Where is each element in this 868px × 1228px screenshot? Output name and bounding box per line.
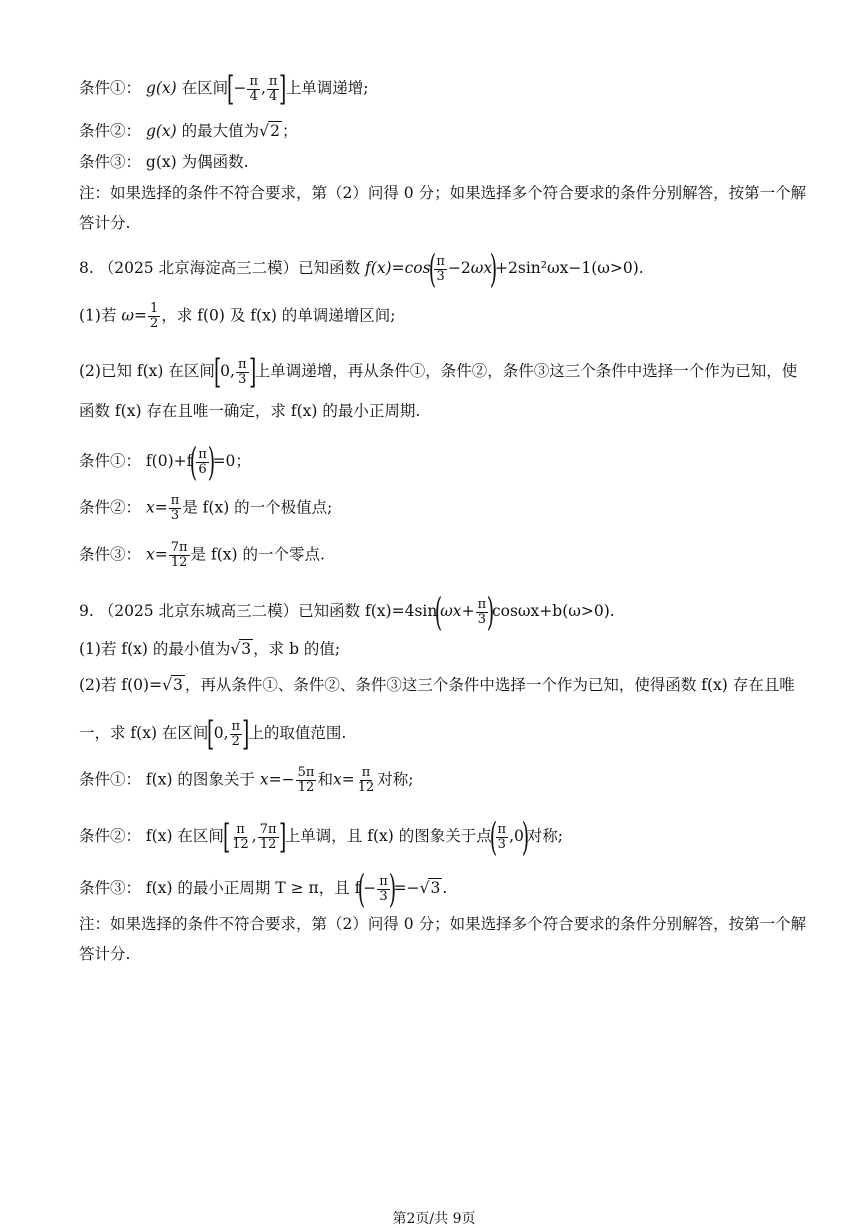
text: ，求 f(0) 及 f(x) 的单调递增区间; [161, 306, 396, 325]
paren: ) [388, 867, 396, 911]
paren: ( [435, 590, 443, 634]
fraction: $\frac{\pi}{4}$ [268, 73, 278, 104]
question-8-part-2: (2)已知 f(x) 在区间[0, $\frac{\pi}{3}$ ]上单调递增，再从条件①，条件②，条件③这三个条件中选择一个作为已知，使 [79, 352, 798, 392]
text: 条件③： [79, 545, 142, 564]
fraction: $\frac{7\pi}{12}$ [259, 821, 277, 852]
math-expr: f(x)=cos [365, 259, 431, 277]
text: 条件①： f(0)+f [79, 452, 193, 470]
text: 条件①： f(x) 的图象关于 [79, 770, 255, 789]
text: (2)若 f(0)= [79, 676, 163, 694]
paren: ( [190, 440, 198, 484]
fraction: $\frac{\pi}{6}$ [198, 446, 207, 477]
text: 对称; [377, 770, 414, 789]
bracket: ] [279, 69, 287, 109]
paren: ) [207, 440, 215, 484]
bracket: [ [227, 69, 235, 109]
bracket: [ [222, 817, 231, 857]
fraction: $\frac{\pi}{12}$ [232, 821, 249, 852]
question-9-head: 9. （2025 北京东城高三二模）已知函数 f(x)=4sin(ωx+ $\frac{\pi}{3}$ )cosωx+b(ω>0). [79, 590, 615, 634]
question-9-condition-1: 条件①： f(x) 的图象关于 x=− $\frac{5\pi}{12}$ 和x= $\frac{\pi}{12}$ 对称; [79, 765, 414, 795]
fraction: $\frac{\pi}{3}$ [477, 596, 487, 627]
question-8-part-2-cont: 函数 f(x) 存在且唯一确定，求 f(x) 的最小正周期. [79, 402, 421, 420]
label: 条件①： [79, 79, 142, 97]
text: 对称; [526, 827, 563, 845]
question-9-part-2-cont: 一，求 f(x) 在区间[0, $\frac{\pi}{2}$ ]上的取值范围. [79, 714, 347, 754]
bracket: ] [278, 817, 286, 857]
condition-3-g: 条件③： g(x) 为偶函数. [79, 153, 249, 171]
text: 上单调递增; [285, 79, 369, 97]
question-9-condition-3: 条件③： f(x) 的最小正周期 T ≥ π，且 f(− $\frac{\pi}{3}$ )=−√3 . [79, 867, 448, 911]
text: 的最大值为 [181, 122, 260, 140]
paren: ( [358, 867, 366, 911]
question-8-condition-2: 条件②： x= $\frac{\pi}{3}$ 是 f(x) 的一个极值点; [79, 493, 333, 523]
question-9-part-1: (1)若 f(x) 的最小值为√3 ，求 b 的值; [79, 640, 341, 658]
bracket: [ [207, 714, 215, 754]
question-8-condition-3: 条件③： x= $\frac{7\pi}{12}$ 是 f(x) 的一个零点. [79, 540, 325, 570]
text: =− [393, 879, 420, 897]
question-9-part-2: (2)若 f(0)=√3 ，再从条件①、条件②、条件③这三个条件中选择一个作为已知，使得函数 f(x) 存在且唯 [79, 676, 795, 694]
fraction: $\frac{\pi}{4}$ [249, 73, 258, 104]
bracket: ] [248, 352, 256, 392]
text: 上的取值范围. [248, 724, 347, 742]
paren: ( [489, 815, 497, 859]
text: 条件③： f(x) 的最小正周期 T ≥ π，且 f [79, 879, 361, 897]
paren: ) [489, 247, 498, 291]
fraction: $\frac{\pi}{3}$ [379, 873, 388, 904]
fraction: $\frac{7\pi}{12}$ [170, 540, 188, 570]
paren: ( [428, 247, 436, 291]
condition-1-g: 条件①： g(x) 在区间[− $\frac{\pi}{4}$ , $\frac{\pi}{4}$ ]上单调递增; [79, 69, 369, 109]
fraction: $\frac{\pi}{12}$ [357, 765, 375, 795]
text: 上单调递增，再从条件①，条件②，条件③这三个条件中选择一个作为已知，使 [254, 362, 798, 380]
text: (2)已知 f(x) 在区间 [79, 362, 215, 380]
text: 是 f(x) 的一个零点. [190, 545, 325, 564]
text: (1)若 f(x) 的最小值为 [79, 640, 231, 658]
math-expr: ω [121, 306, 135, 325]
sqrt-value: 3 [172, 676, 183, 694]
text: ，求 b 的值; [253, 640, 341, 658]
text: 一，求 f(x) 在区间 [79, 724, 209, 742]
text: 9. （2025 北京东城高三二模）已知函数 f(x)=4sin [79, 602, 438, 620]
fraction: $\frac{1}{2}$ [150, 301, 159, 331]
text: 条件②： [79, 498, 142, 517]
fraction: $\frac{\pi}{3}$ [237, 356, 247, 387]
text: 在区间 [181, 79, 229, 97]
text: ，再从条件①、条件②、条件③这三个条件中选择一个作为已知，使得函数 f(x) 存在且唯 [184, 676, 795, 694]
note-1-line-b: 答计分. [79, 214, 131, 232]
math-expr: g(x) [145, 79, 177, 97]
text: +2sin²ωx−1(ω>0). [495, 259, 644, 277]
math-expr: x [145, 545, 155, 564]
paren: ) [486, 590, 495, 634]
fraction: $\frac{\pi}{2}$ [231, 718, 241, 749]
label: 条件②： [79, 122, 142, 140]
text: =0； [212, 452, 251, 470]
text: 8. （2025 北京海淀高三二模）已知函数 [79, 259, 361, 277]
text: 和 [317, 770, 333, 789]
page-footer: 第2页/共 9页 [392, 1211, 476, 1227]
question-8-part-1: (1)若 ω= $\frac{1}{2}$ ，求 f(0) 及 f(x) 的单调递增区间; [79, 301, 396, 331]
note-2-line-b: 答计分. [79, 945, 131, 963]
condition-2-g: 条件②： g(x) 的最大值为√2 ； [79, 122, 298, 140]
text: cosωx+b(ω>0). [491, 602, 615, 620]
paren: ) [521, 815, 530, 859]
bracket: [ [213, 352, 222, 392]
text: ； [281, 122, 298, 140]
note-1-line-a: 注：如果选择的条件不符合要求，第（2）问得 0 分；如果选择多个符合要求的条件分别解答，按第一个解 [79, 184, 807, 202]
note-2-line-a: 注：如果选择的条件不符合要求，第（2）问得 0 分；如果选择多个符合要求的条件分别解答，按第一个解 [79, 915, 807, 933]
fraction: $\frac{\pi}{3}$ [436, 253, 445, 284]
bracket: ] [242, 714, 250, 754]
text: 上单调，且 f(x) 的图象关于点 [284, 827, 492, 845]
question-9-condition-2: 条件②： f(x) 在区间[ $\frac{\pi}{12}$ , $\frac{7\pi}{12}$ ]上单调，且 f(x) 的图象关于点( $\frac{\pi}{3}$ ,0)对称; [79, 815, 563, 859]
fraction: $\frac{\pi}{3}$ [170, 493, 180, 523]
math-expr: g(x) [145, 122, 177, 140]
sqrt-value: 3 [430, 879, 441, 897]
sqrt-value: 2 [270, 122, 280, 140]
text: 是 f(x) 的一个极值点; [182, 498, 333, 517]
question-8-head: 8. （2025 北京海淀高三二模）已知函数 f(x)=cos( $\frac{\pi}{3}$ −2ωx)+2sin²ωx−1(ω>0). [79, 247, 644, 291]
text: (1)若 [79, 306, 117, 325]
fraction: $\frac{5\pi}{12}$ [297, 765, 315, 795]
sqrt-value: 3 [241, 640, 252, 658]
fraction: $\frac{\pi}{3}$ [497, 821, 507, 852]
text: 条件②： f(x) 在区间 [79, 827, 224, 845]
question-8-condition-1 [79, 440, 798, 484]
math-expr: x [145, 498, 155, 517]
